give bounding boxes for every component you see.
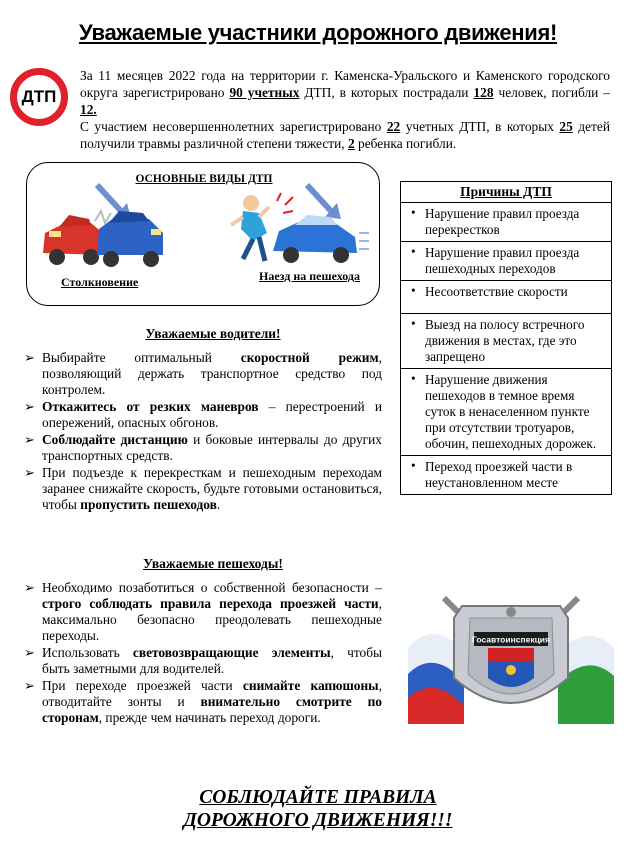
cause-item: • Переход проезжей части в неустановленном месте (401, 456, 612, 495)
list-item: ➢ Соблюдайте дистанцию и боковые интервалы до других транспортных средств. (24, 432, 382, 463)
pedestrians-title: Уважаемые пешеходы! (143, 556, 283, 571)
drivers-title: Уважаемые водители! (145, 326, 281, 341)
stat-accidents: 90 учетных (229, 85, 300, 100)
causes-title: Причины ДТП (401, 182, 612, 203)
stat-killed: 12. (80, 102, 97, 117)
list-item: ➢ Необходимо позаботиться о собственной безопасности – строго соблюдать правила перехода проезжей части, максимально безопасно преодолевать пешеходные переходы. (24, 580, 382, 643)
intro-text: За 11 месяцев 2022 года на территории г. Каменска-Уральского и Каменского городского округа зарегистрировано 90 учетных ДТП, в которых пострадали 128 человек, погибли – 12. С участием несовершеннолетних зарегистрировано 22 учетных ДТП, в которых 25 детей получили травмы различной степени тяжести, 2 ребенка погибли. (80, 68, 610, 151)
emblem-label: Госавтоинспекция (471, 634, 551, 645)
final-line-2: ДОРОЖНОГО ДВИЖЕНИЯ!!! (183, 810, 453, 831)
gosavtoinspekciya-emblem (404, 578, 618, 726)
drivers-list (24, 350, 382, 514)
accident-types-title: ОСНОВНЫЕ ВИДЫ ДТП (135, 173, 273, 185)
cause-item: • Нарушение правил проезда пешеходных переходов (401, 242, 612, 281)
dtp-sign-icon (10, 68, 68, 126)
collision-caption: Столкновение (61, 275, 139, 289)
cause-item: • Выезд на полосу встречного движения в местах, где это запрещено (401, 314, 612, 369)
arrow-bullet-icon: ➢ (24, 678, 35, 693)
arrow-bullet-icon: ➢ (24, 645, 35, 660)
arrow-bullet-icon: ➢ (24, 580, 35, 595)
arrow-bullet-icon: ➢ (24, 432, 35, 447)
pedestrians-list (24, 580, 382, 727)
accident-types-box (26, 162, 380, 306)
cause-item: • Несоответствие скорости (401, 281, 612, 314)
causes-table (400, 181, 612, 495)
list-item: ➢ При подъезде к перекресткам и пешеходным переходам заранее снижайте скорость, будьте готовыми остановиться, чтобы пропустить пешеходов. (24, 465, 382, 512)
cause-item: • Нарушение движения пешеходов в темное время суток в ненаселенном пункте при отсутствии тротуаров, обочин, пешеходных дорожек. (401, 369, 612, 456)
stat-children-injured: 25 (559, 119, 573, 134)
dtp-sign-label: ДТП (21, 87, 57, 106)
arrow-bullet-icon: ➢ (24, 350, 35, 365)
list-item: ➢ При переходе проезжей части снимайте капюшоны, отводитайте зонты и внимательно смотрите по сторонам, прежде чем начинать переход дороги. (24, 678, 382, 725)
stat-injured: 128 (473, 85, 494, 100)
list-item: ➢ Использовать световозвращающие элементы, чтобы быть заметными для водителей. (24, 645, 383, 676)
list-item: ➢ Выбирайте оптимальный скоростной режим, позволяющий держать транспортное средство под контролем. (24, 350, 382, 397)
cause-item: • Нарушение правил проезда перекрестков (401, 203, 612, 242)
pedestrian-caption: Наезд на пешехода (259, 269, 360, 283)
stat-minor-accidents: 22 (386, 119, 401, 134)
pedestrian-hit-icon (223, 181, 369, 271)
final-call (0, 786, 636, 832)
collision-icon (39, 181, 179, 273)
page-title: Уважаемые участники дорожного движения! (78, 20, 558, 45)
arrow-bullet-icon: ➢ (24, 399, 35, 414)
list-item: ➢ Откажитесь от резких маневров – перестроений и опережений, опасных обгонов. (24, 399, 382, 430)
final-line-1: СОБЛЮДАЙТЕ ПРАВИЛА (199, 787, 437, 808)
arrow-bullet-icon: ➢ (24, 465, 35, 480)
stat-children-killed: 2 (347, 136, 355, 151)
